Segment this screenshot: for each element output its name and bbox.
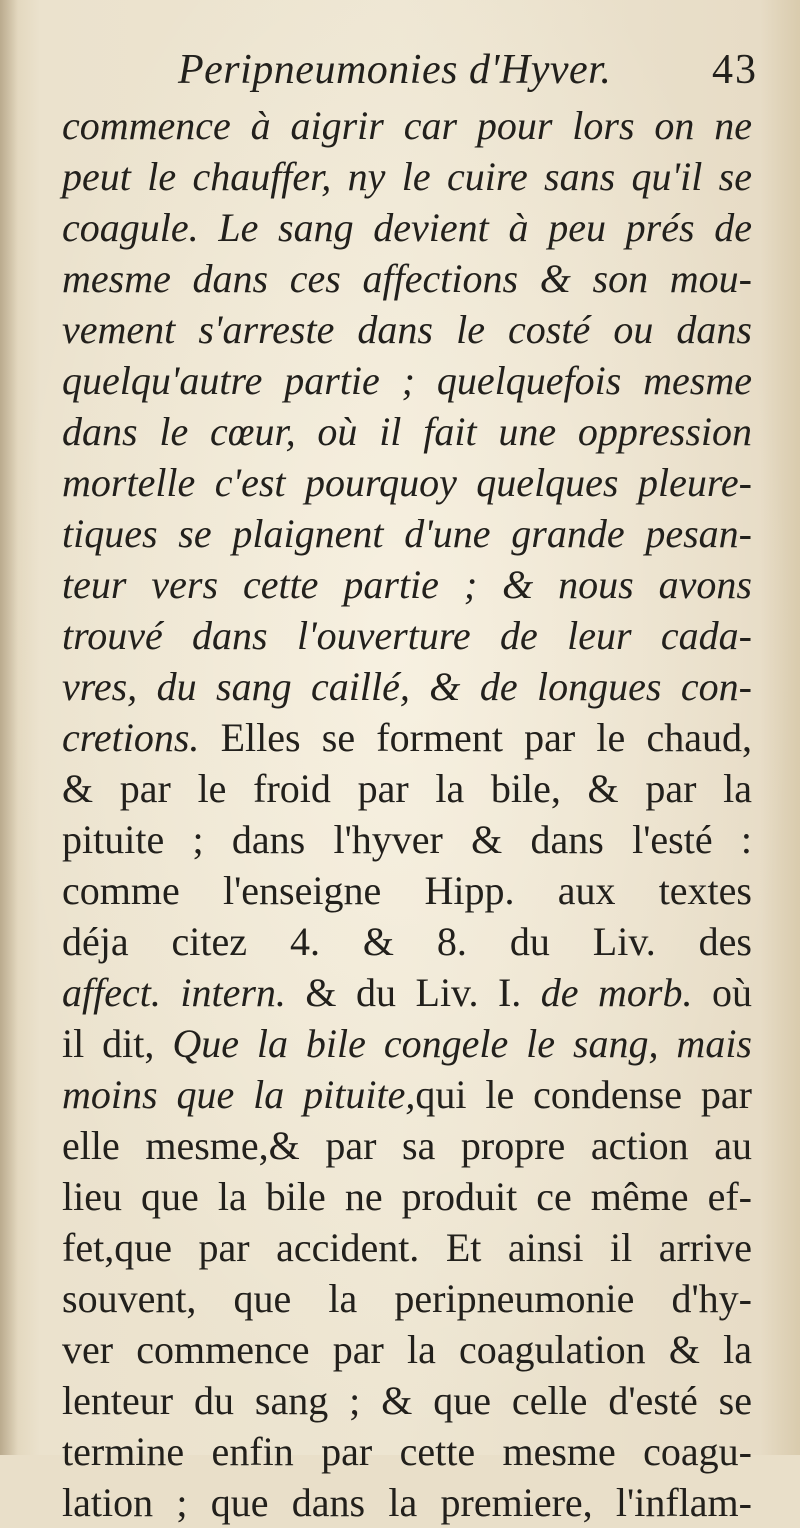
roman-text-run: pituite ; dans l'hyver & dans l'esté : <box>62 817 752 862</box>
body-text <box>62 100 752 1528</box>
italic-text-run: de morb. <box>540 970 693 1015</box>
roman-text-run: lieu que la bile ne produit ce même ef- <box>62 1174 752 1219</box>
roman-text-run: & du Liv. I. <box>285 970 541 1015</box>
roman-text-run: où <box>692 970 752 1015</box>
text-line <box>62 1171 752 1222</box>
running-title: Peripneumonies d'Hyver. <box>178 47 612 93</box>
text-line <box>62 1120 752 1171</box>
text-line <box>62 763 752 814</box>
roman-text-run: elle mesme,& par sa propre action au <box>62 1123 752 1168</box>
italic-text-run: teur vers cette partie ; & nous avons <box>62 562 752 607</box>
roman-text-run: lenteur du sang ; & que celle d'esté se <box>62 1378 752 1423</box>
text-line <box>62 1426 752 1477</box>
roman-text-run: termine enfin par cette mesme coagu- <box>62 1429 752 1474</box>
text-line <box>62 1018 752 1069</box>
italic-text-run: quelqu'autre partie ; quelquefois mesme <box>62 358 752 403</box>
text-line <box>62 253 752 304</box>
text-line <box>62 1324 752 1375</box>
italic-text-run: vres, du sang caillé, & de longues con- <box>62 664 752 709</box>
roman-text-run: il dit, <box>62 1021 173 1066</box>
text-line <box>62 1273 752 1324</box>
text-line <box>62 508 752 559</box>
text-line <box>62 916 752 967</box>
italic-text-run: peut le chauffer, ny le cuire sans qu'il se <box>62 154 752 199</box>
italic-text-run: Que la bile congele le sang, mais <box>172 1021 752 1066</box>
roman-text-run: ver commence par la coagulation & la <box>62 1327 752 1372</box>
text-line <box>62 610 752 661</box>
text-line <box>62 559 752 610</box>
text-line <box>62 661 752 712</box>
running-head <box>60 40 760 100</box>
roman-text-run: fet,que par accident. Et ainsi il arrive <box>62 1225 752 1270</box>
text-line <box>62 814 752 865</box>
italic-text-run: tiques se plaignent d'une grande pesan- <box>62 511 752 556</box>
roman-text-run: Elles se forment par le chaud, <box>199 715 752 760</box>
text-line <box>62 406 752 457</box>
text-line <box>62 967 752 1018</box>
italic-text-run: moins que la pituite, <box>62 1072 416 1117</box>
text-line <box>62 457 752 508</box>
italic-text-run: dans le cœur, où il fait une oppression <box>62 409 752 454</box>
roman-text-run: lation ; que dans la premiere, l'inflam- <box>62 1480 752 1525</box>
italic-text-run: cretions. <box>62 715 200 760</box>
italic-text-run: mesme dans ces affections & son mou- <box>62 256 752 301</box>
text-line <box>62 1069 752 1120</box>
roman-text-run: déja citez 4. & 8. du Liv. des <box>62 919 752 964</box>
roman-text-run: & par le froid par la bile, & par la <box>62 766 752 811</box>
italic-text-run: coagule. Le sang devient à peu prés de <box>62 205 752 250</box>
text-line <box>62 865 752 916</box>
italic-text-run: trouvé dans l'ouverture de leur cada- <box>62 613 752 658</box>
text-line <box>62 1222 752 1273</box>
italic-text-run: commence à aigrir car pour lors on ne <box>62 103 752 148</box>
page-number: 43 <box>712 47 758 93</box>
roman-text-run: qui le condense par <box>415 1072 752 1117</box>
text-line <box>62 1375 752 1426</box>
italic-text-run: mortelle c'est pourquoy quelques pleure- <box>62 460 752 505</box>
text-line <box>62 712 752 763</box>
text-line <box>62 1477 752 1528</box>
text-line <box>62 202 752 253</box>
roman-text-run: comme l'enseigne Hipp. aux textes <box>62 868 752 913</box>
text-line <box>62 100 752 151</box>
italic-text-run: affect. intern. <box>62 970 286 1015</box>
page-gutter-shadow <box>0 0 18 1455</box>
roman-text-run: souvent, que la peripneumonie d'hy- <box>62 1276 752 1321</box>
text-line <box>62 304 752 355</box>
text-line <box>62 355 752 406</box>
italic-text-run: vement s'arreste dans le costé ou dans <box>62 307 752 352</box>
text-line <box>62 151 752 202</box>
